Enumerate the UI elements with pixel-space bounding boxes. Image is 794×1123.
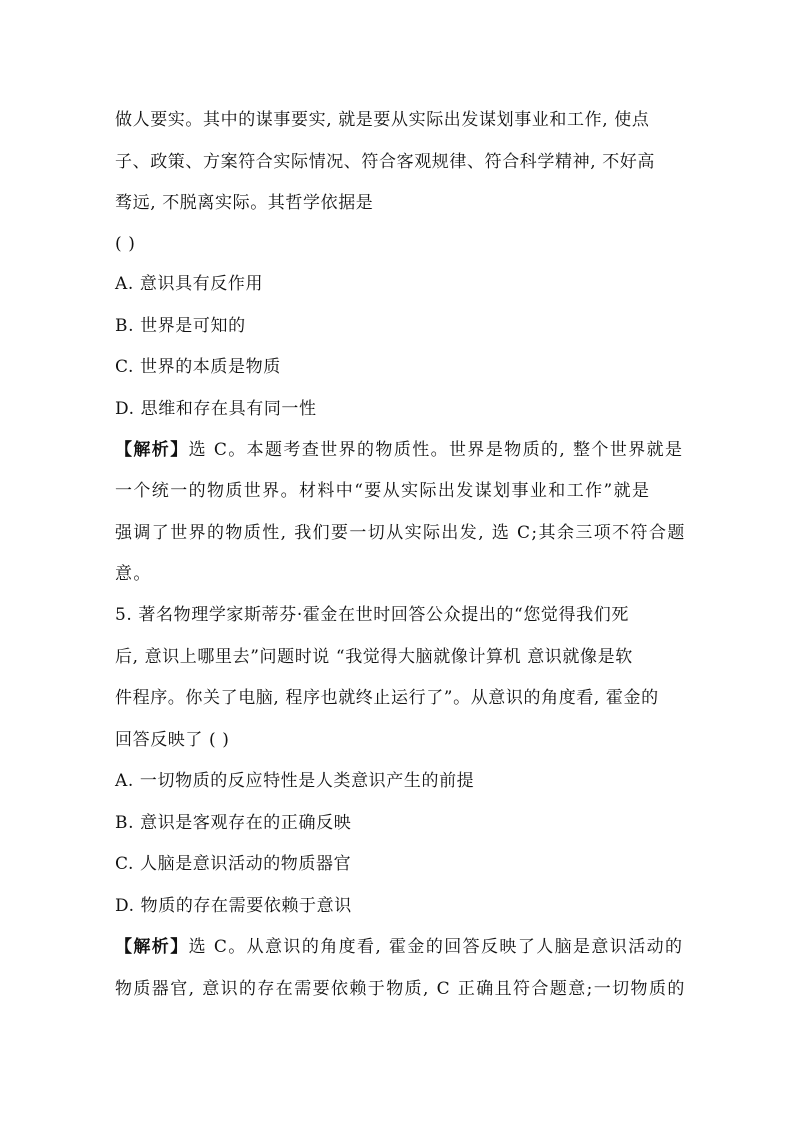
q5-analysis-tag: 【解析】 <box>115 937 189 957</box>
q5-option-b: B. 意识是客观存在的正确反映 <box>115 813 352 833</box>
q4-option-d: D. 思维和存在具有同一性 <box>115 399 317 419</box>
q5-stem-line-1: 5. 著名物理学家斯蒂芬·霍金在世时回答公众提出的“您觉得我们死 <box>115 605 629 625</box>
q4-answer-blank: ( ) <box>115 234 136 254</box>
q4-stem-line-2: 子、政策、方案符合实际情况、符合客观规律、符合科学精神, 不好高 <box>115 152 656 172</box>
q5-option-a: A. 一切物质的反应特性是人类意识产生的前提 <box>115 771 475 791</box>
q4-option-b: B. 世界是可知的 <box>115 316 246 336</box>
q4-analysis-line-4: 意。 <box>115 564 152 584</box>
q4-analysis-line-1 <box>115 439 683 461</box>
q5-stem-line-2: 后, 意识上哪里去”问题时说 “我觉得大脑就像计算机 意识就像是软 <box>115 647 633 667</box>
q5-analysis-line-2: 物质器官, 意识的存在需要依赖于物质, C 正确且符合题意;一切物质的 <box>115 979 686 999</box>
q4-analysis-line-3: 强调了世界的物质性, 我们要一切从实际出发, 选 C;其余三项不符合题 <box>115 523 686 543</box>
q4-option-c: C. 世界的本质是物质 <box>115 357 281 377</box>
q5-analysis-text-1: 选 C。从意识的角度看, 霍金的回答反映了人脑是意识活动的 <box>188 937 684 957</box>
q4-analysis-text-1: 选 C。本题考查世界的物质性。世界是物质的, 整个世界就是 <box>188 440 684 460</box>
q5-analysis-line-1 <box>115 936 683 958</box>
q5-stem-line-4: 回答反映了 ( ) <box>115 730 230 750</box>
q4-analysis-line-2: 一个统一的物质世界。材料中“要从实际出发谋划事业和工作”就是 <box>115 481 651 501</box>
q5-option-d: D. 物质的存在需要依赖于意识 <box>115 896 352 916</box>
q4-analysis-tag: 【解析】 <box>115 440 189 460</box>
q4-stem-line-3: 骛远, 不脱离实际。其哲学依据是 <box>115 193 374 213</box>
q5-option-c: C. 人脑是意识活动的物质器官 <box>115 854 352 874</box>
q4-stem-line-1: 做人要实。其中的谋事要实, 就是要从实际出发谋划事业和工作, 使点 <box>115 110 650 130</box>
q5-stem-line-3: 件程序。你关了电脑, 程序也就终止运行了”。从意识的角度看, 霍金的 <box>115 688 659 708</box>
q4-option-a: A. 意识具有反作用 <box>115 274 264 294</box>
